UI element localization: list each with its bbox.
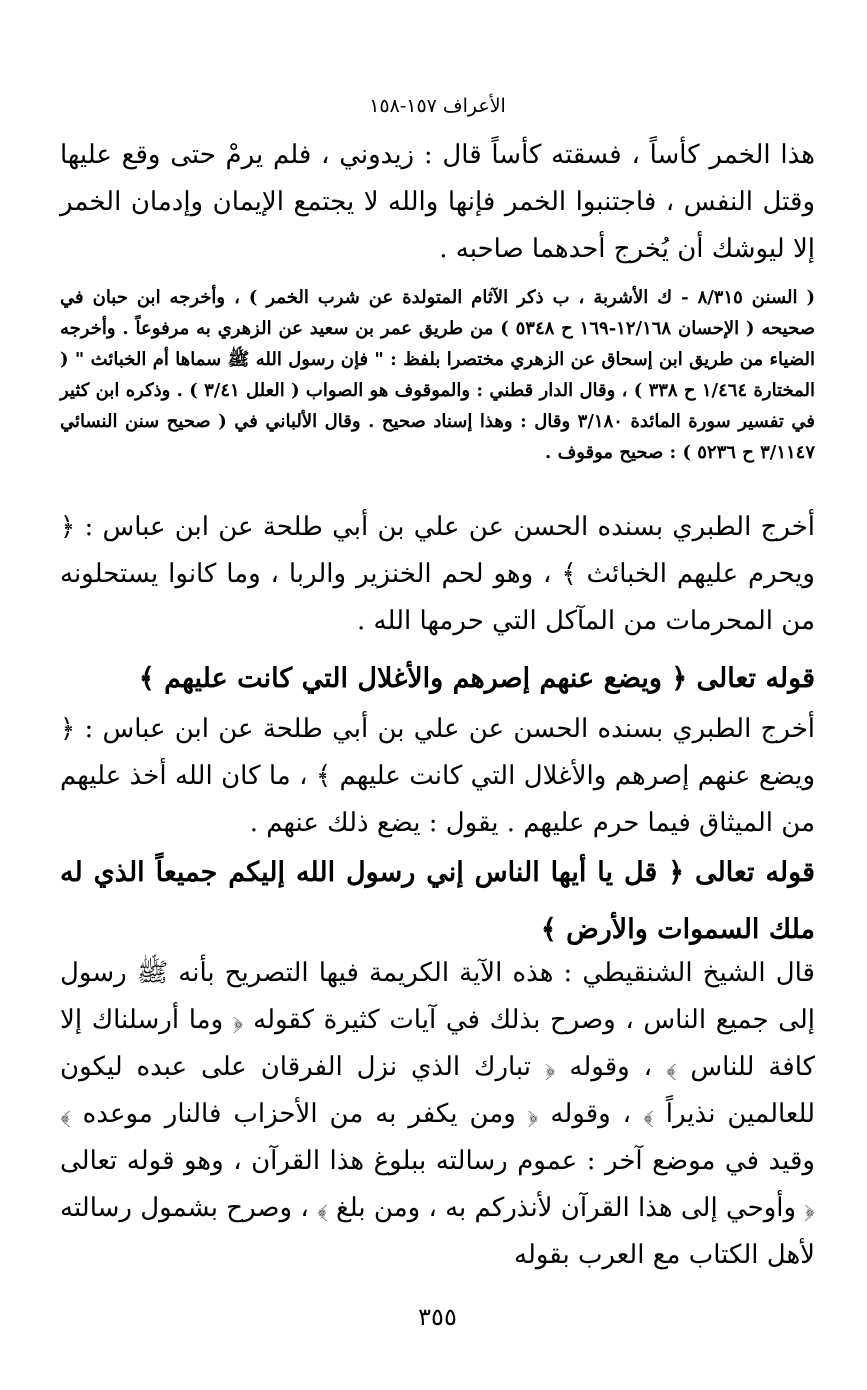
paragraph-wine-hadith: هذا الخمر كأساً ، فسقته كأساً قال : زيدوني ، فلم يرمْ حتى وقع عليها وقتل النفس ، فاجتنبوا الخمر فإنها والله لا يجتمع الإيمان وإدمان الخمر إلا ليوشك أن يُخرج أحدهما صاحبه . [60, 140, 815, 264]
book-page [60, 0, 815, 1390]
paragraph-shinqiti: قال الشيخ الشنقيطي : هذه الآية الكريمة فيها التصريح بأنه ﷺ رسول إلى جميع الناس ، وصرح بذلك في آيات كثيرة كقوله ﴿ وما أرسلناك إلا كافة للناس ﴾ ، وقوله ﴿ تبارك الذي نزل الفرقان على عبده ليكون للعالمين نذيراً ﴾ ، وقوله ﴿ ومن يكفر به من الأحزاب فالنار موعده ﴾ وقيد في موضع آخر : عموم رسالته ببلوغ هذا القرآن ، وهو قوله تعالى ﴿ وأوحي إلى هذا القرآن لأنذركم به ، ومن بلغ ﴾ ، وصرح بشمول رسالته لأهل الكتاب مع العرب بقوله [60, 958, 815, 1270]
verse-heading-rasul: قوله تعالى ﴿ قل يا أيها الناس إني رسول الله إليكم جميعاً الذي له ملك السموات والأرض ﴾ [60, 857, 815, 945]
running-head: الأعراف ١٥٧-١٥٨ [369, 95, 506, 117]
paragraph-tabari-isr: أخرج الطبري بسنده الحسن عن علي بن أبي طلحة عن ابن عباس : ﴿ ويضع عنهم إصرهم والأغلال التي كانت عليهم ﴾ ، ما كان الله أخذ عليهم من الميثاق فيما حرم عليهم . يقول : يضع ذلك عنهم . [60, 714, 815, 838]
footnote-takhrij: ( السنن ٨/٣١٥ - ك الأشربة ، ب ذكر الآثام المتولدة عن شرب الخمر ) ، وأخرجه ابن حبان في صحيحه ( الإحسان ١٢/١٦٨-١٦٩ ح ٥٣٤٨ ) من طريق عمر بن سعيد عن الزهري به مرفوعاً . وأخرجه الضياء من طريق ابن إسحاق عن الزهري مختصرا بلفظ : " فإن رسول الله ﷺ سماها أم الخبائث " ( المختارة ١/٤٦٤ ح ٣٣٨ ) ، وقال الدار قطني : والموقوف هو الصواب ( العلل ٣/٤١ ) . وذكره ابن كثير في تفسير سورة المائدة ٣/١٨٠ وقال : وهذا إسناد صحيح . وقال الألباني في ( صحيح سنن النسائي ٣/١١٤٧ ح ٥٢٣٦ ) : صحيح موقوف . [60, 287, 815, 463]
paragraph-tabari-khabaith: أخرج الطبري بسنده الحسن عن علي بن أبي طلحة عن ابن عباس : ﴿ ويحرم عليهم الخبائث ﴾ ، وهو لحم الخنزير والربا ، وما كانوا يستحلونه من المحرمات من المآكل التي حرمها الله . [60, 512, 815, 636]
page-number: ٣٥٥ [418, 1303, 457, 1331]
verse-heading-isr: قوله تعالى ﴿ ويضع عنهم إصرهم والأغلال التي كانت عليهم ﴾ [138, 663, 815, 694]
